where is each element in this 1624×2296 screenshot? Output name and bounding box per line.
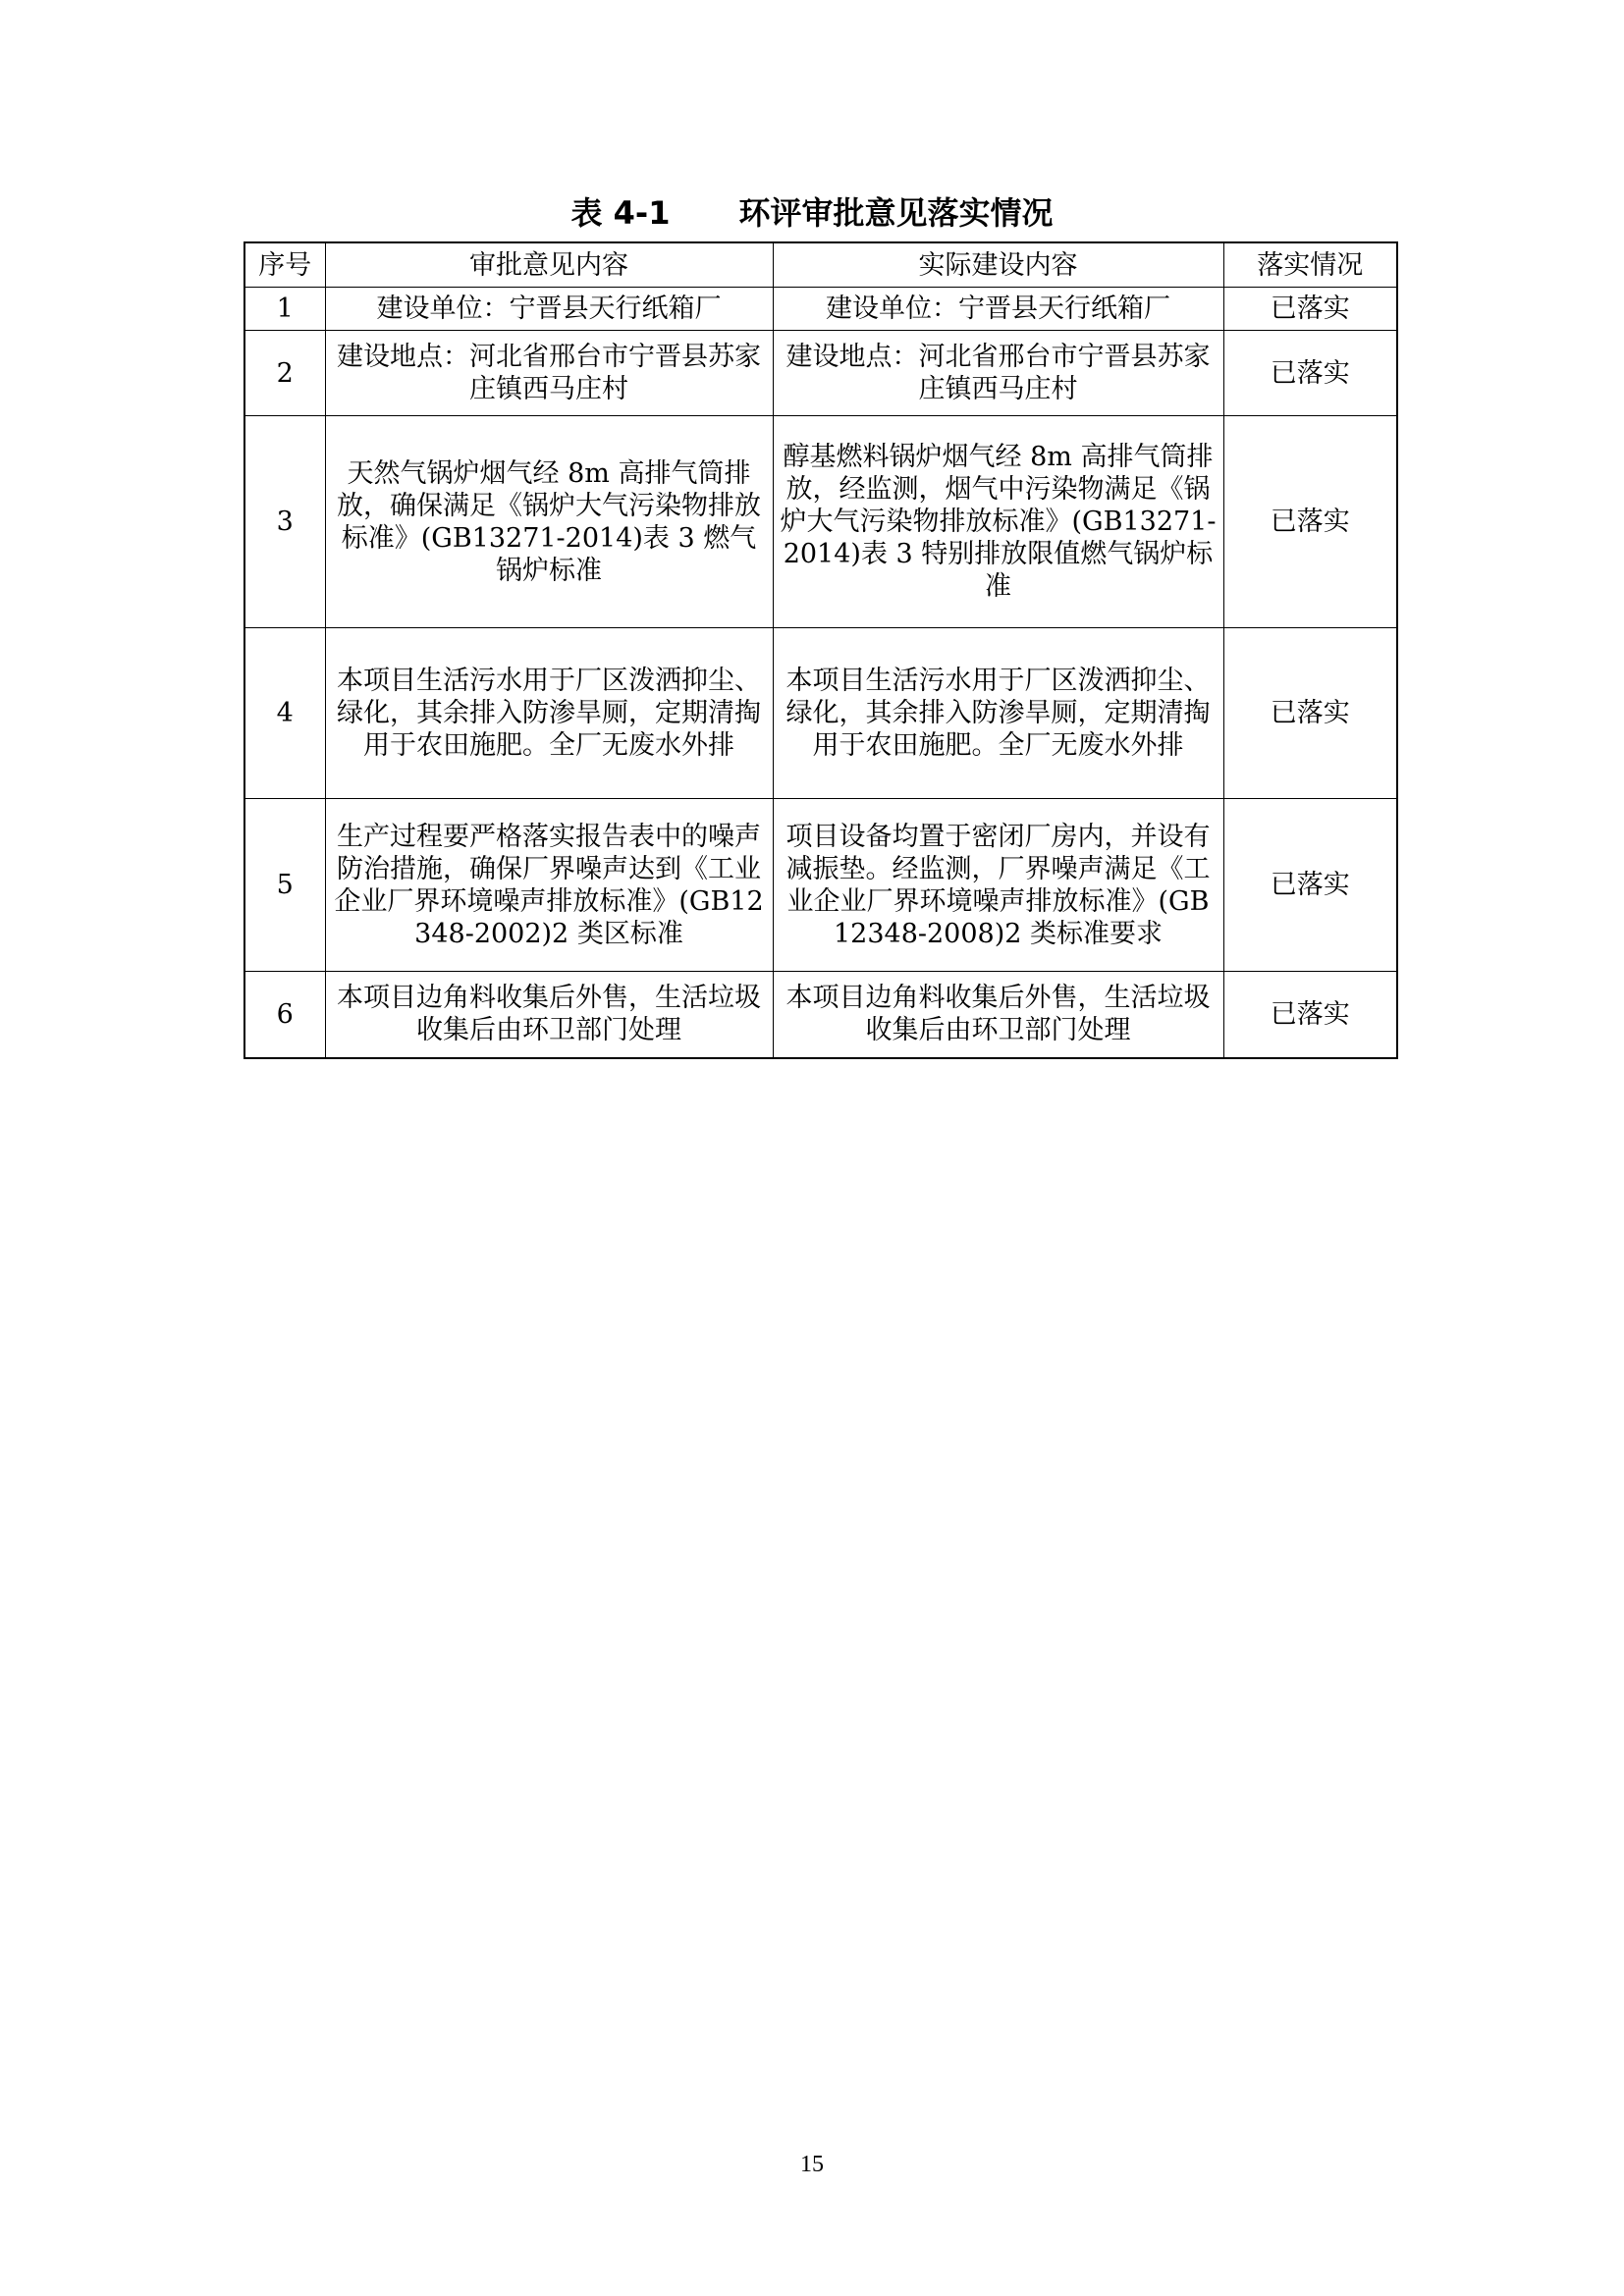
page-number: 15 [800, 2152, 824, 2177]
table-row [244, 972, 1397, 1058]
header-actual: 实际建设内容 [773, 242, 1223, 288]
approval-implementation-table [244, 241, 1398, 1059]
table-row [244, 288, 1397, 331]
row-approval: 本项目生活污水用于厂区泼洒抑尘、绿化，其余排入防渗旱厕，定期清掏用于农田施肥。全厂无废水外排 [325, 628, 773, 799]
row-actual: 本项目生活污水用于厂区泼洒抑尘、绿化，其余排入防渗旱厕，定期清掏用于农田施肥。全厂无废水外排 [773, 628, 1223, 799]
table-header-row [244, 242, 1397, 288]
table-number: 表 4-1 [570, 194, 671, 232]
table-row [244, 799, 1397, 972]
row-status: 已落实 [1223, 331, 1397, 416]
table-caption [0, 192, 1624, 234]
row-no: 2 [244, 331, 325, 416]
row-approval: 建设地点：河北省邢台市宁晋县苏家庄镇西马庄村 [325, 331, 773, 416]
table-row [244, 628, 1397, 799]
header-status: 落实情况 [1223, 242, 1397, 288]
row-actual: 项目设备均置于密闭厂房内，并设有减振垫。经监测，厂界噪声满足《工业企业厂界环境噪声排放标准》(GB12348-2008)2 类标准要求 [773, 799, 1223, 972]
row-no: 6 [244, 972, 325, 1058]
row-status: 已落实 [1223, 416, 1397, 628]
table-row [244, 331, 1397, 416]
header-no: 序号 [244, 242, 325, 288]
row-actual: 建设单位：宁晋县天行纸箱厂 [773, 288, 1223, 331]
row-approval: 生产过程要严格落实报告表中的噪声防治措施，确保厂界噪声达到《工业企业厂界环境噪声排放标准》(GB12348-2002)2 类区标准 [325, 799, 773, 972]
table-title: 环评审批意见落实情况 [738, 194, 1054, 232]
row-no: 1 [244, 288, 325, 331]
row-approval: 本项目边角料收集后外售，生活垃圾收集后由环卫部门处理 [325, 972, 773, 1058]
row-approval: 天然气锅炉烟气经 8m 高排气筒排放，确保满足《锅炉大气污染物排放标准》(GB13271-2014)表 3 燃气锅炉标准 [325, 416, 773, 628]
row-status: 已落实 [1223, 972, 1397, 1058]
row-no: 5 [244, 799, 325, 972]
row-status: 已落实 [1223, 288, 1397, 331]
table-row [244, 416, 1397, 628]
row-status: 已落实 [1223, 799, 1397, 972]
row-approval: 建设单位：宁晋县天行纸箱厂 [325, 288, 773, 331]
row-actual: 本项目边角料收集后外售，生活垃圾收集后由环卫部门处理 [773, 972, 1223, 1058]
header-approval: 审批意见内容 [325, 242, 773, 288]
row-no: 4 [244, 628, 325, 799]
row-status: 已落实 [1223, 628, 1397, 799]
row-no: 3 [244, 416, 325, 628]
row-actual: 建设地点：河北省邢台市宁晋县苏家庄镇西马庄村 [773, 331, 1223, 416]
row-actual: 醇基燃料锅炉烟气经 8m 高排气筒排放，经监测，烟气中污染物满足《锅炉大气污染物排放标准》(GB13271-2014)表 3 特别排放限值燃气锅炉标准 [773, 416, 1223, 628]
